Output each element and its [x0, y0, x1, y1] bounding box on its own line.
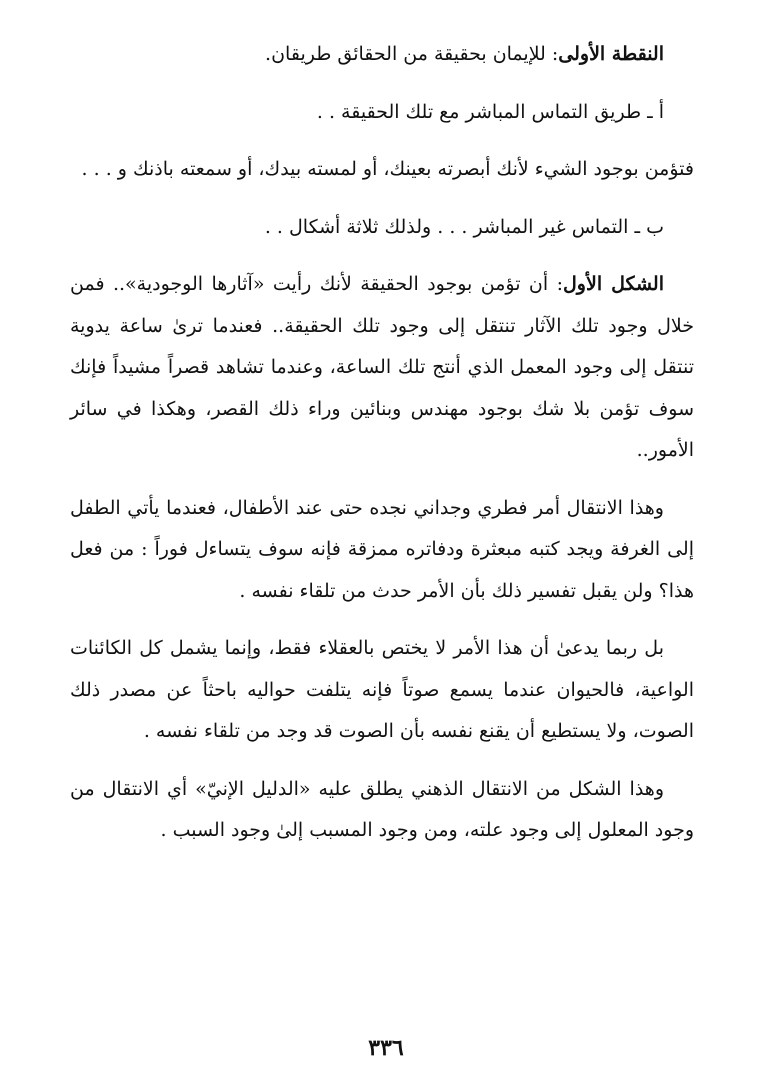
paragraph-indirect-contact	[70, 207, 694, 249]
paragraph-direct-example	[70, 149, 694, 191]
paragraph-text: وهذا الشكل من الانتقال الذهني يطلق عليه «الدليل الإنيّ» أي الانتقال من وجود المعلول إلى وجود علته، ومن وجود المسبب إلىٰ وجود السبب .	[70, 777, 694, 841]
heading-first-point: النقطة الأولى	[558, 43, 664, 65]
page-number: ٣٣٦	[368, 1035, 404, 1061]
paragraph-text: ب ـ التماس غير المباشر . . . ولذلك ثلاثة أشكال . .	[264, 215, 664, 238]
paragraph-text: : أن تؤمن بوجود الحقيقة لأنك رأيت «آثارها الوجودية».. فمن خلال وجود تلك الآثار تنتقل إلى وجود تلك الحقيقة.. فعندما ترىٰ ساعة يدوية تنتقل إلى وجود المعمل الذي أنتج تلك الساعة، وعندما تشاهد قصراً مشيداً فإنك سوف تؤمن بلا شك بوجود مهندس وبنائين وراء ذلك القصر، وهكذا في سائر الأمور..	[70, 273, 694, 461]
paragraph-text: فتؤمن بوجود الشيء لأنك أبصرته بعينك، أو لمسته بيدك، أو سمعته باذنك و . . .	[81, 158, 694, 180]
paragraph-first-point	[70, 34, 694, 76]
heading-first-form: الشكل الأول	[563, 273, 665, 295]
paragraph-text: أ ـ طريق التماس المباشر مع تلك الحقيقة . .	[316, 100, 664, 123]
paragraph-first-form	[70, 264, 694, 472]
paragraph-direct-contact	[70, 92, 694, 134]
paragraph-innate-transition	[70, 488, 694, 613]
paragraph-text: بل ربما يدعىٰ أن هذا الأمر لا يختص بالعقلاء فقط، وإنما يشمل كل الكائنات الواعية، فالحيوان عندما يسمع صوتاً فإنه يتلفت حواليه باحثاً عن مصدر ذلك الصوت، ولا يستطيع أن يقنع نفسه بأن الصوت قد وجد من تلقاء نفسه .	[70, 637, 694, 742]
paragraph-text: : للإيمان بحقيقة من الحقائق طريقان.	[265, 43, 559, 65]
paragraph-inni-proof	[70, 769, 694, 852]
paragraph-text: وهذا الانتقال أمر فطري وجداني نجده حتى عند الأطفال، فعندما يأتي الطفل إلى الغرفة ويجد كتبه مبعثرة ودفاتره ممزقة فإنه سوف يتساءل فوراً : من فعل هذا؟ ولن يقبل تفسير ذلك بأن الأمر حدث من تلقاء نفسه .	[70, 496, 694, 602]
paragraph-conscious-beings	[70, 628, 694, 753]
